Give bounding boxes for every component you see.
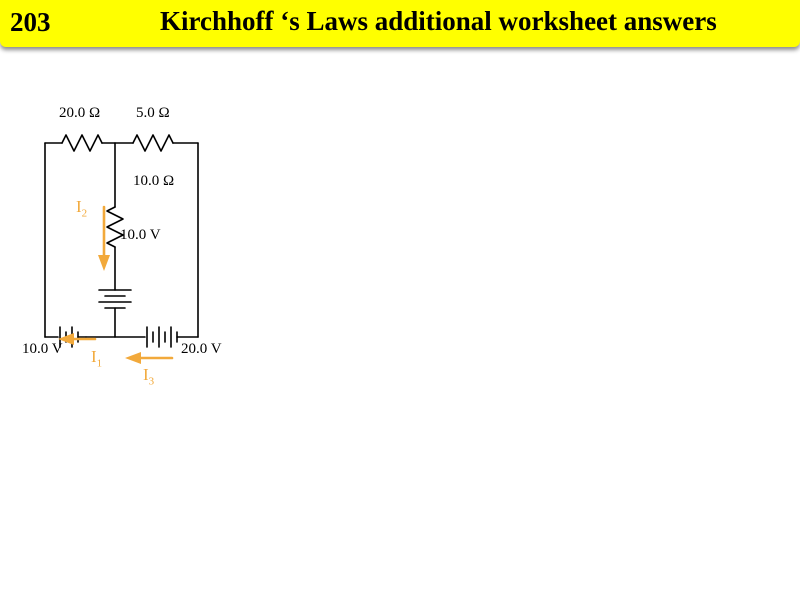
label-current-i3 (143, 365, 154, 387)
current-i1-symbol: I (91, 347, 97, 366)
header-banner (0, 0, 800, 47)
resistor-20ohm-symbol (62, 135, 102, 151)
current-arrow-i2-head (98, 255, 110, 271)
label-battery-left-voltage: 10.0 V (22, 341, 63, 357)
label-resistor-20ohm: 20.0 Ω (59, 105, 101, 121)
current-i1-subscript: 1 (96, 357, 103, 370)
current-arrow-i3-head (125, 352, 141, 364)
slide-number: 203 (10, 7, 51, 37)
label-resistor-10ohm: 10.0 Ω (133, 173, 175, 189)
label-battery-right-voltage: 20.0 V (181, 341, 222, 357)
label-battery-middle-voltage: 10.0 V (120, 227, 161, 243)
label-current-i2 (76, 197, 87, 219)
resistor-5ohm-symbol (133, 135, 173, 151)
page-title: Kirchhoff ‘s Laws additional worksheet answers (160, 6, 717, 36)
label-resistor-5ohm: 5.0 Ω (136, 105, 170, 121)
current-i2-subscript: 2 (81, 207, 88, 220)
current-i3-subscript: 3 (148, 375, 155, 388)
circuit-diagram (0, 47, 800, 600)
label-current-i1 (91, 347, 102, 369)
circuit-schematic-svg (0, 47, 800, 600)
current-i2-symbol: I (76, 197, 82, 216)
current-i3-symbol: I (143, 365, 149, 384)
